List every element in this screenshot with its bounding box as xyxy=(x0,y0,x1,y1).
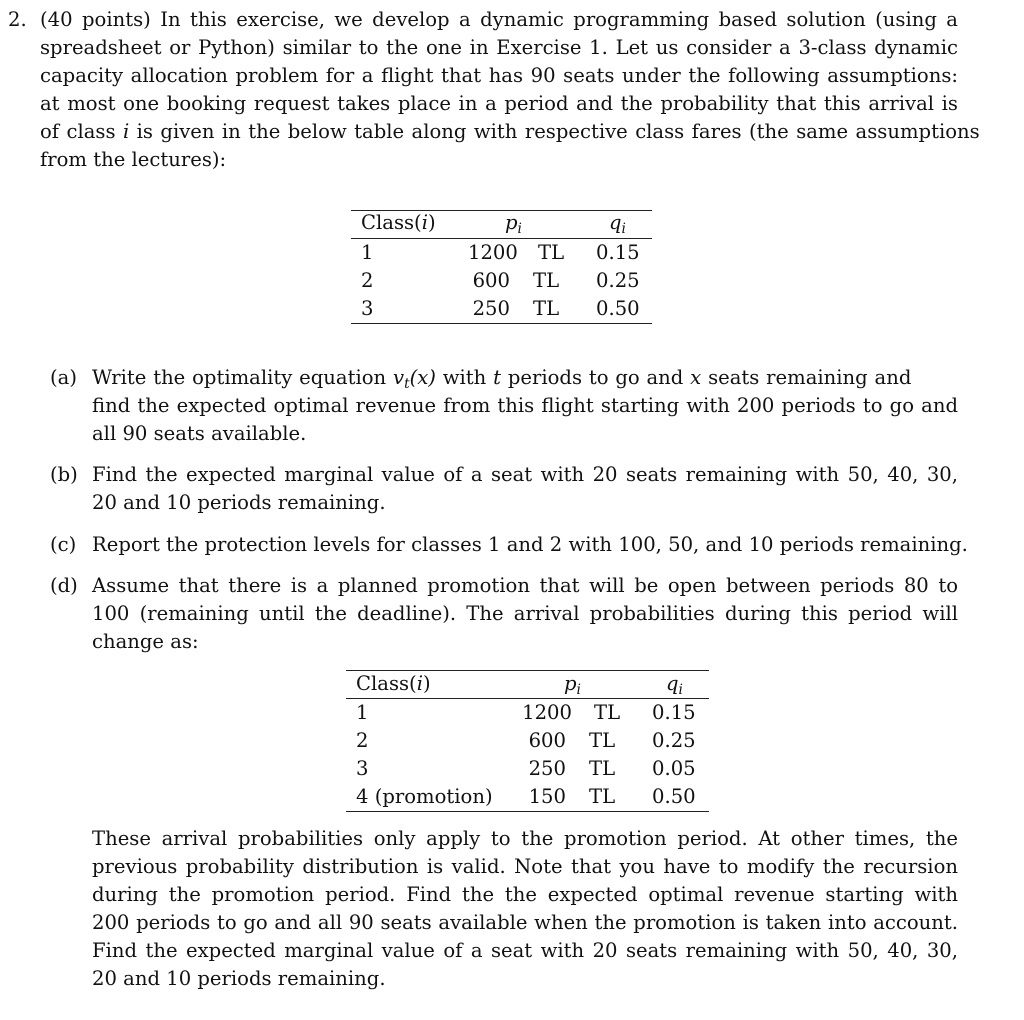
table1-header-p: $p_i$ xyxy=(505,211,522,238)
table2-cell-q: 0.25 xyxy=(652,729,696,752)
intro-line-5-post: is given in the below table along with respective class fares (the same assumptions xyxy=(129,120,980,143)
table2-cell-currency: TL xyxy=(589,729,616,752)
table2-header-class: Class(i) xyxy=(356,672,431,695)
closing-line-1: These arrival probabilities only apply to the promotion period. At other times, the xyxy=(92,827,958,850)
table2-cell-q: 0.50 xyxy=(652,785,696,808)
intro-line-5 xyxy=(40,118,980,146)
part-d-label: (d) xyxy=(50,574,78,597)
table2-cell-fare: 150 xyxy=(528,785,566,808)
problem-number: 2. xyxy=(8,8,27,31)
var-v: v xyxy=(392,366,405,389)
intro-line-6: from the lectures): xyxy=(40,148,227,171)
table1-header-q: $q_i$ xyxy=(609,211,626,238)
table1-cell-currency: TL xyxy=(533,297,560,320)
table2-header-p: $p_i$ xyxy=(564,672,581,699)
table2-cell-class: 3 xyxy=(356,757,369,780)
closing-line-2: previous probability distribution is valid. Note that you have to modify the recursion xyxy=(92,855,958,878)
closing-line-6: 20 and 10 periods remaining. xyxy=(92,967,386,990)
table2-bottom-rule xyxy=(346,811,709,812)
table2-cell-currency: TL xyxy=(589,757,616,780)
part-d-line-2: 100 (remaining until the deadline). The arrival probabilities during this period will xyxy=(92,602,958,625)
table1-cell-q: 0.50 xyxy=(596,297,640,320)
part-c-line-1: Report the protection levels for classes 1 and 2 with 100, 50, and 10 periods remaining. xyxy=(92,533,968,556)
intro-line-2: spreadsheet or Python) similar to the one in Exercise 1. Let us consider a 3-class dynamic xyxy=(40,36,958,59)
table1-cell-fare: 250 xyxy=(472,297,510,320)
table2-cell-class: 1 xyxy=(356,701,369,724)
table2-cell-class: 2 xyxy=(356,729,369,752)
table2-cell-q: 0.15 xyxy=(652,701,696,724)
table1-cell-currency: TL xyxy=(533,269,560,292)
intro-line-3: capacity allocation problem for a flight that has 90 seats under the following assumptions: xyxy=(40,64,958,87)
table2-cell-fare: 600 xyxy=(528,729,566,752)
part-a-line-2: find the expected optimal revenue from this flight starting with 200 periods to go and xyxy=(92,394,958,417)
part-a-label: (a) xyxy=(50,366,77,389)
table2-cell-fare: 250 xyxy=(528,757,566,780)
table2-cell-q: 0.05 xyxy=(652,757,696,780)
table1-cell-q: 0.15 xyxy=(596,241,640,264)
intro-var-i: i xyxy=(122,120,130,143)
intro-line-1: (40 points) In this exercise, we develop a dynamic programming based solution (using a xyxy=(40,8,958,31)
table1-cell-class: 1 xyxy=(361,241,374,264)
table2-cell-fare: 1200 xyxy=(522,701,572,724)
var-t-sub: t xyxy=(404,376,410,393)
closing-line-5: Find the expected marginal value of a seat with 20 seats remaining with 50, 40, 30, xyxy=(92,939,958,962)
intro-line-5-pre: of class xyxy=(40,120,123,143)
part-b-line-1: Find the expected marginal value of a seat with 20 seats remaining with 50, 40, 30, xyxy=(92,463,958,486)
table1-cell-currency: TL xyxy=(538,241,565,264)
table1-cell-class: 2 xyxy=(361,269,374,292)
table2-cell-currency: TL xyxy=(589,785,616,808)
closing-line-4: 200 periods to go and all 90 seats available when the promotion is taken into account. xyxy=(92,911,958,934)
part-b-label: (b) xyxy=(50,463,78,486)
table1-header-class: Class(i) xyxy=(361,211,436,234)
part-b-line-2: 20 and 10 periods remaining. xyxy=(92,491,386,514)
table1-bottom-rule xyxy=(351,323,652,324)
part-a-line-3: all 90 seats available. xyxy=(92,422,307,445)
part-d-line-3: change as: xyxy=(92,630,199,653)
part-c-label: (c) xyxy=(50,533,77,556)
table1-cell-fare: 1200 xyxy=(468,241,518,264)
table2-cell-currency: TL xyxy=(594,701,621,724)
table2-header-q: $q_i$ xyxy=(666,672,683,699)
table1-cell-class: 3 xyxy=(361,297,374,320)
table2-cell-class: 4 (promotion) xyxy=(356,785,493,808)
table1-cell-q: 0.25 xyxy=(596,269,640,292)
closing-line-3: during the promotion period. Find the the expected optimal revenue starting with xyxy=(92,883,958,906)
part-d-line-1: Assume that there is a planned promotion that will be open between periods 80 to xyxy=(92,574,958,597)
part-a-line-1: Write the optimality equation $v_t(x)$ with t periods to go and x seats remaining and xyxy=(92,366,912,393)
table1-cell-fare: 600 xyxy=(472,269,510,292)
intro-line-4: at most one booking request takes place in a period and the probability that this arrival is xyxy=(40,92,958,115)
